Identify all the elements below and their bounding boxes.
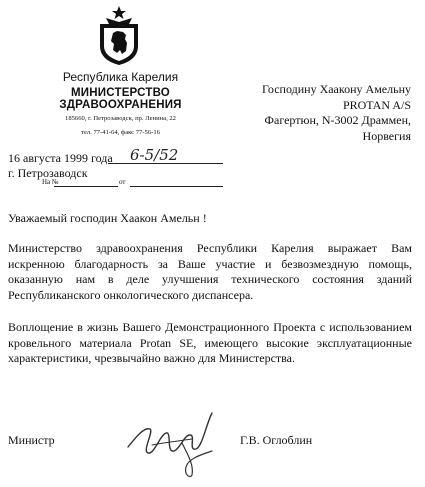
salutation: Уважаемый господин Хаакон Амельн ! — [8, 211, 207, 225]
letter-date: 16 августа 1999 года — [8, 151, 113, 165]
letterhead-ministry: МИНИСТЕРСТВО ЗДРАВООХРАНЕНИЯ — [59, 87, 182, 111]
recipient-address: Фагертюн, N-3002 Драммен, — [264, 113, 411, 127]
recipient-name: Господину Хаакону Амельну — [262, 82, 411, 96]
letterhead-phones: тел. 77-41-64, факс 77-56-16 — [81, 129, 160, 136]
recipient-company: PROTAN A/S — [342, 97, 411, 112]
letter-city: г. Петрозаводск — [8, 166, 88, 180]
reference-number-label: На № — [42, 178, 59, 186]
body-paragraph-1: Министерство здравоохранения Республики Карелия выражает Вам искренною благодарность за Ваше участие и безвозмездную помощь, оказанную нам в деле улучшения технического состояния зданий Республиканского онкологического диспансера. — [8, 241, 412, 302]
karelia-coat-of-arms-icon — [96, 6, 142, 66]
reference-from-label: от — [119, 178, 126, 186]
date-underline — [108, 163, 223, 164]
signatory-name: Г.В. Оглоблин — [240, 433, 313, 447]
signatory-title: Министр — [8, 433, 55, 447]
reference-from-line — [130, 186, 223, 187]
letterhead-address: 185660, г. Петрозаводск, пр. Ленина, 22 — [65, 115, 176, 122]
handwritten-reference-number: 6-5/52 — [130, 146, 179, 164]
handwritten-signature-icon — [122, 405, 234, 479]
letterhead-republic: Республика Карелия — [62, 70, 179, 84]
reference-number-line — [54, 186, 118, 187]
body-paragraph-2: Воплощение в жизнь Вашего Демонстрационного Проекта с использованием кровельного материала Protan SE, имеющего высокие эксплуатационные характеристики, чрезвычайно важно для Министерства. — [8, 320, 412, 365]
recipient-country: Норвегия — [362, 128, 411, 143]
